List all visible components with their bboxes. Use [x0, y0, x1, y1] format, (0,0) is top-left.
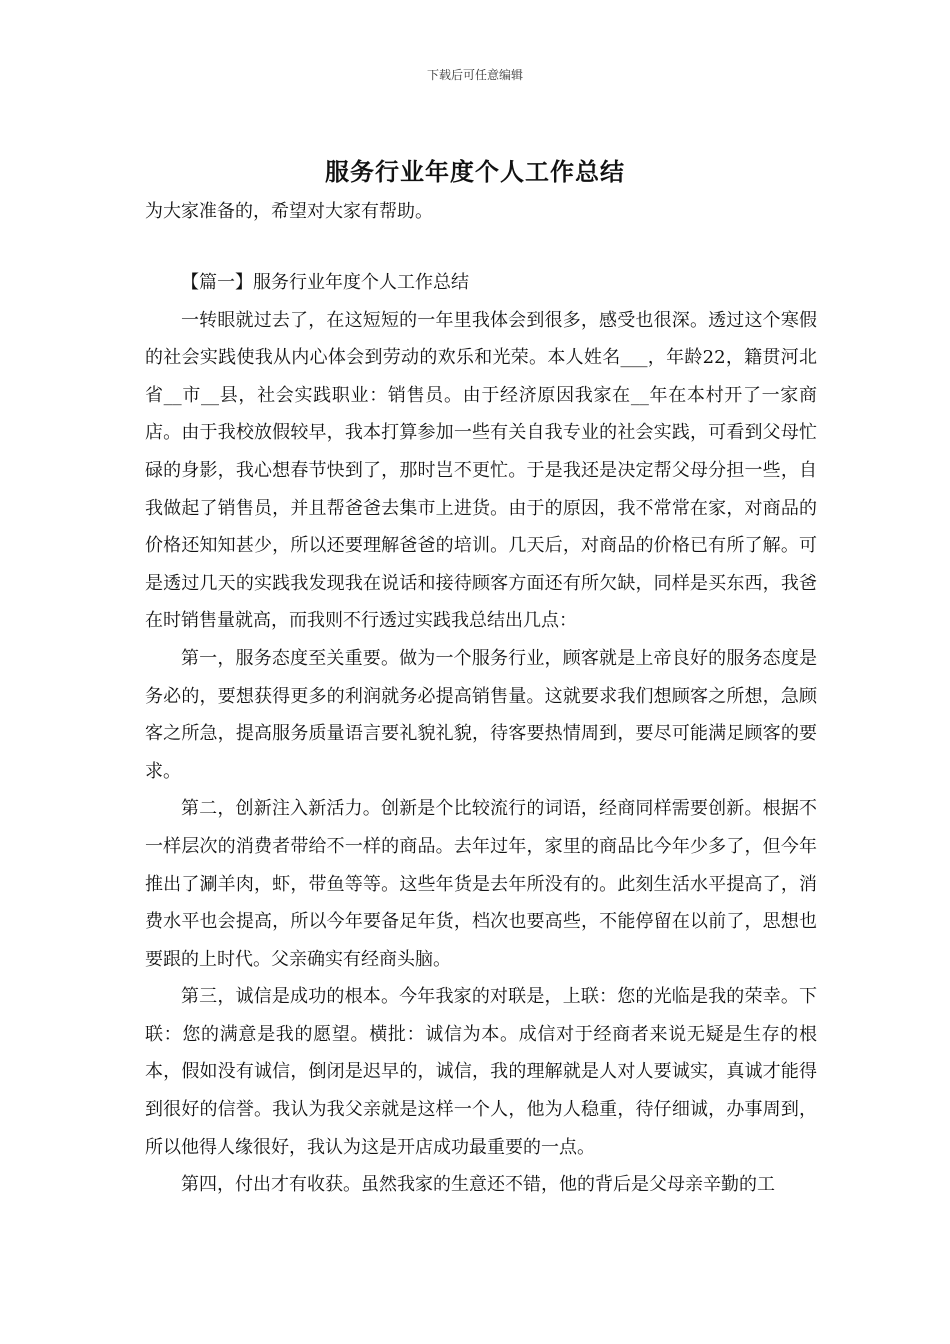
paragraph-5: 第四，付出才有收获。虽然我家的生意还不错，他的背后是父母亲辛勤的工: [181, 1174, 775, 1196]
document-title: 服务行业年度个人工作总结: [325, 157, 625, 186]
document-body: [145, 264, 817, 1204]
paragraph-2: 第一，服务态度至关重要。做为一个服务行业，顾客就是上帝良好的服务态度是务必的，要想获得更多的利润就务必提高销售量。这就要求我们想顾客之所想，急顾客之所急，提高服务质量语言要礼貌礼貌，待客要热情周到，要尽可能满足顾客的要求。: [145, 647, 817, 782]
paragraph-4: 第三，诚信是成功的根本。今年我家的对联是，上联：您的光临是我的荣幸。下联：您的满意是我的愿望。横批：诚信为本。成信对于经商者来说无疑是生存的根本，假如没有诚信，倒闭是迟早的，诚信，我的理解就是人对人要诚实，真诚才能得到很好的信誉。我认为我父亲就是这样一个人，他为人稳重，待仔细诚，办事周到，所以他得人缘很好，我认为这是开店成功最重要的一点。: [145, 986, 817, 1158]
header-note: 下载后可任意编辑: [426, 68, 523, 82]
intro-text: 为大家准备的，希望对大家有帮助。: [145, 201, 433, 222]
paragraph-3: 第二，创新注入新活力。创新是个比较流行的词语，经商同样需要创新。根据不一样层次的消费者带给不一样的商品。去年过年，家里的商品比今年少多了，但今年推出了涮羊肉，虾，带鱼等等。这些年货是去年所没有的。此刻生活水平提高了，消费水平也会提高，所以今年要备足年货，档次也要高些，不能停留在以前了，思想也要跟的上时代。父亲确实有经商头脑。: [145, 798, 817, 970]
paragraph-1: 一转眼就过去了，在这短短的一年里我体会到很多，感受也很深。透过这个寒假的社会实践使我从内心体会到劳动的欢乐和光荣。本人姓名___，年龄22，籍贯河北省__市__县，社会实践职业：销售员。由于经济原因我家在__年在本村开了一家商店。由于我校放假较早，我本打算参加一些有关自我专业的社会实践，可看到父母忙碌的身影，我心想春节快到了，那时岂不更忙。于是我还是决定帮父母分担一些，自我做起了销售员，并且帮爸爸去集市上进货。由于的原因，我不常常在家，对商品的价格还知知甚少，所以还要理解爸爸的培训。几天后，对商品的价格已有所了解。可是透过几天的实践我发现我在说话和接待顾客方面还有所欠缺，同样是买东西，我爸在时销售量就高，而我则不行透过实践我总结出几点：: [145, 309, 817, 632]
section-heading: 【篇一】服务行业年度个人工作总结: [181, 272, 469, 293]
